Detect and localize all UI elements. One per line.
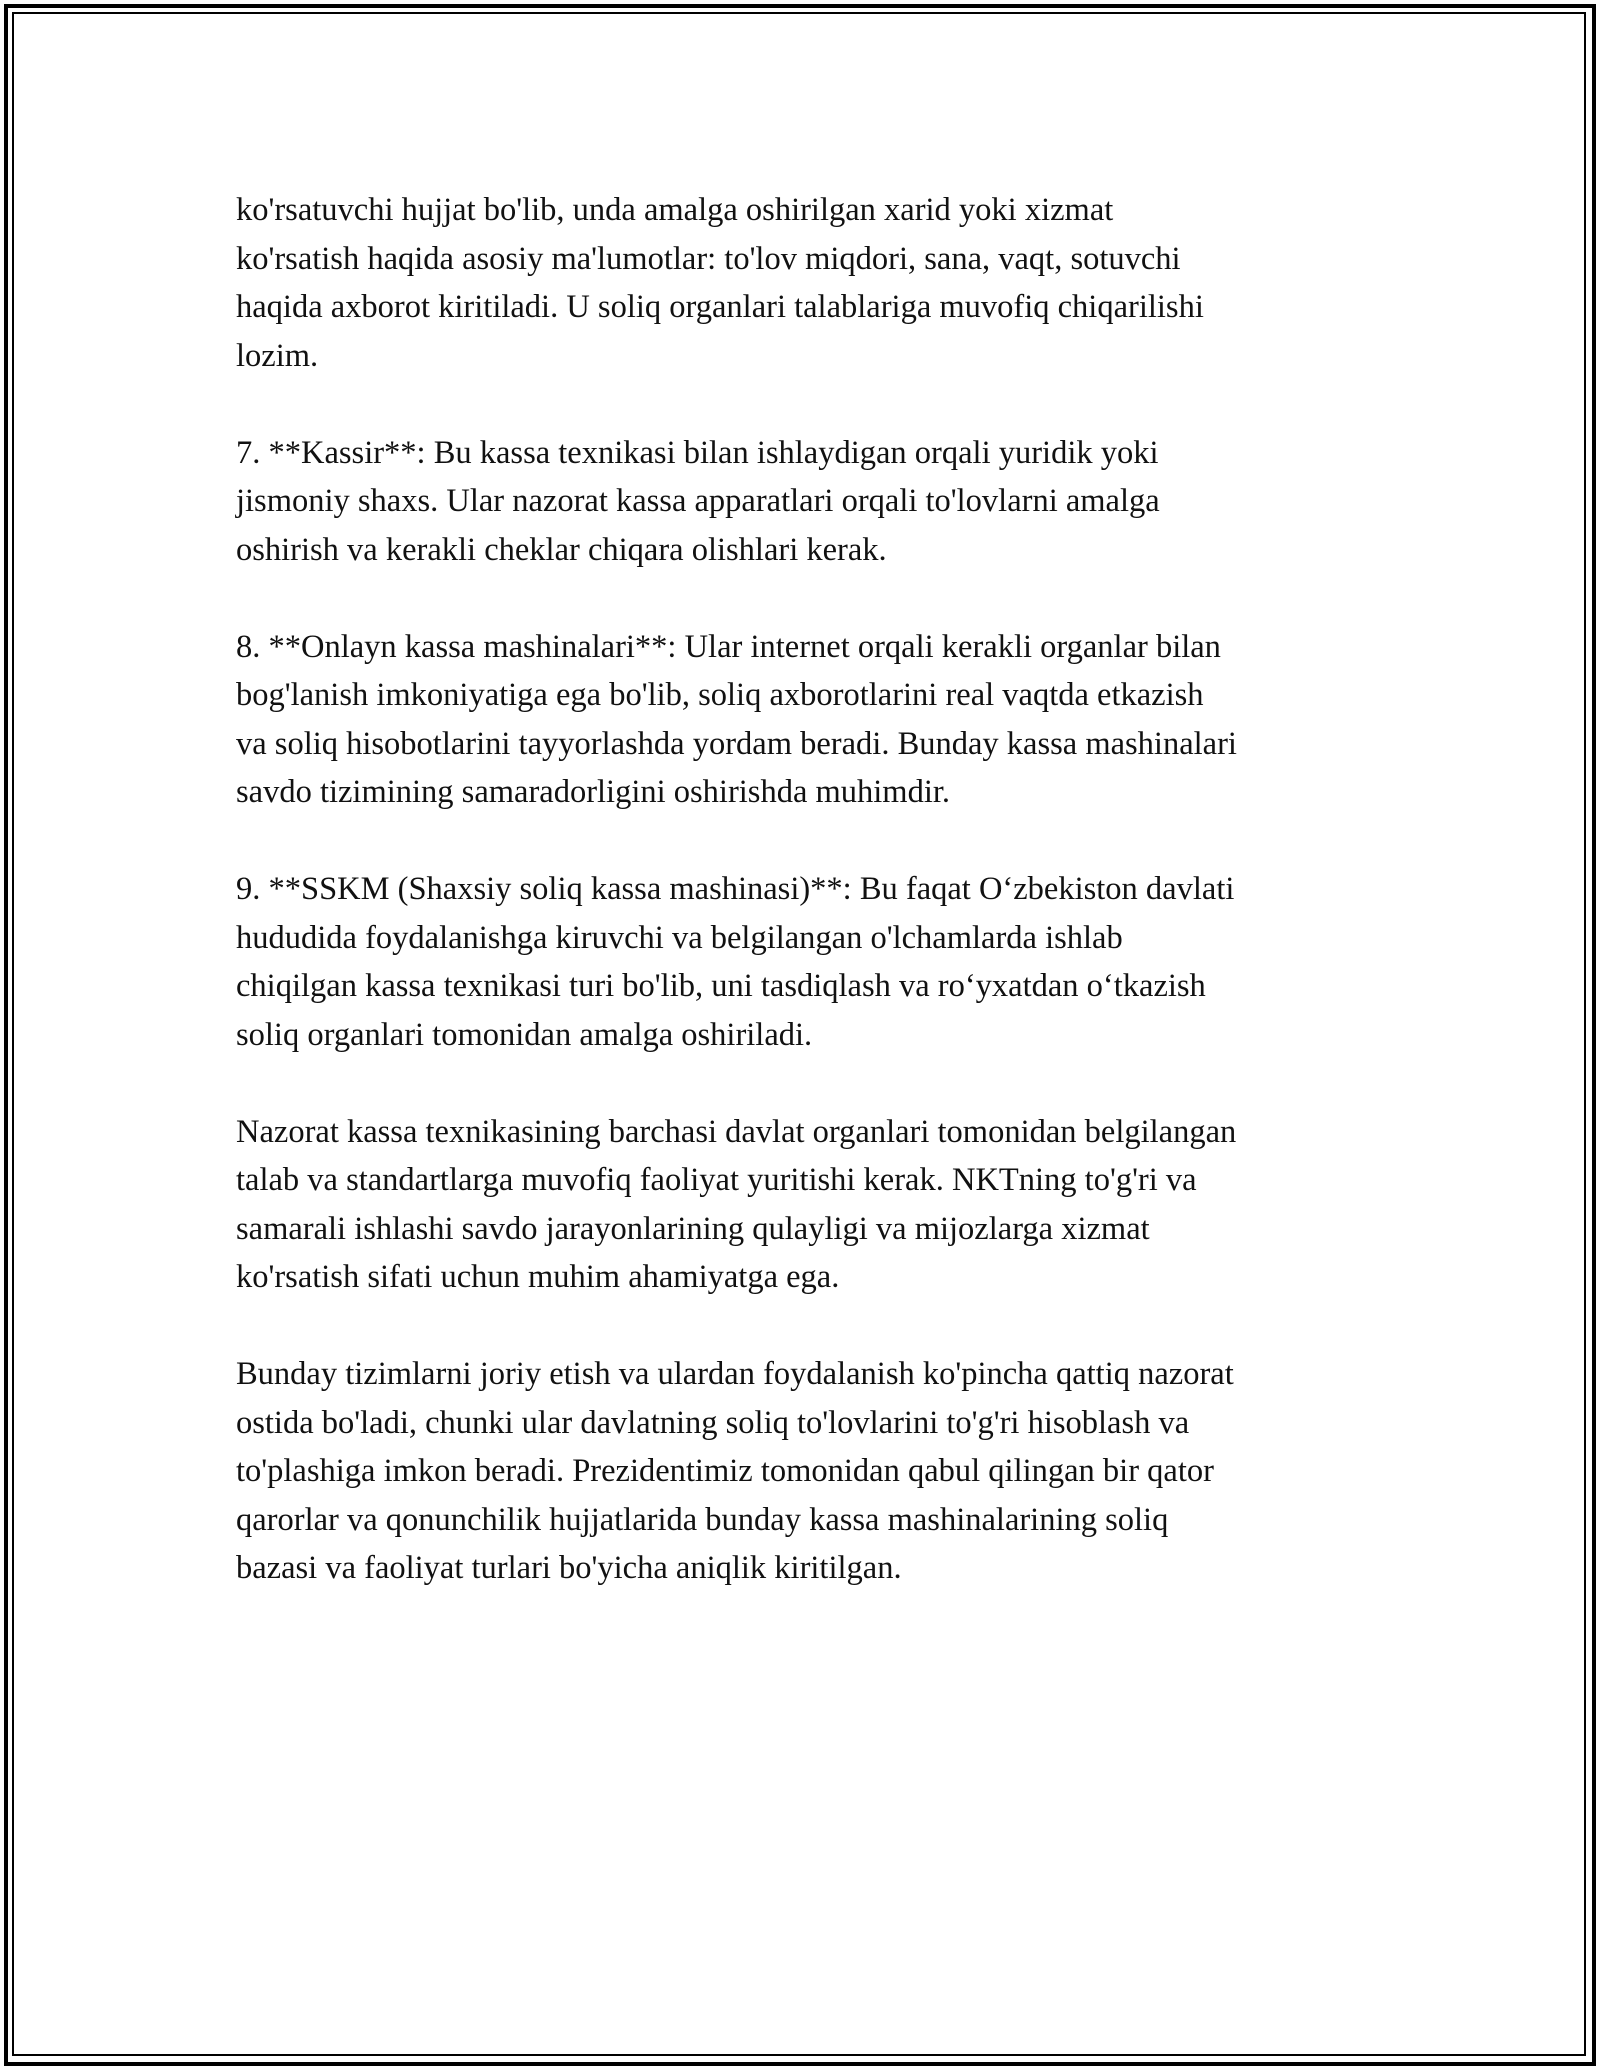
text-line: hududida foydalanishga kiruvchi va belgilangan o'lchamlarda ishlab (236, 919, 1123, 956)
text-line: ko'rsatuvchi hujjat bo'lib, unda amalga oshirilgan xarid yoki xizmat (236, 192, 1114, 228)
text-line: 9. **SSKM (Shaxsiy soliq kassa mashinasi)**: Bu faqat O‘zbekiston davlati (236, 871, 1235, 907)
text-line: samarali ishlashi savdo jarayonlarining qulayligi va mijozlarga xizmat (236, 1210, 1150, 1247)
paragraph-control-summary (236, 1350, 1406, 1593)
text-line: qarorlar va qonunchilik hujjatlarida bunday kassa mashinalarining soliq (236, 1501, 1169, 1538)
text-line: va soliq hisobotlarini tayyorlashda yordam beradi. Bunday kassa mashinalari (236, 725, 1237, 762)
text-line: Nazorat kassa texnikasining barchasi davlat organlari tomonidan belgilangan (236, 1113, 1237, 1150)
text-line: talab va standartlarga muvofiq faoliyat yuritishi kerak. NKTning to'g'ri va (236, 1162, 1197, 1198)
text-line: Bunday tizimlarni joriy etish va ulardan foydalanish ko'pincha qattiq nazorat (236, 1356, 1234, 1392)
document-body (236, 186, 1406, 1641)
text-line: lozim. (236, 337, 319, 374)
paragraph-nkt-standards (236, 1108, 1406, 1302)
text-line: soliq organlari tomonidan amalga oshiriladi. (236, 1016, 813, 1053)
text-line: ko'rsatish haqida asosiy ma'lumotlar: to'lov miqdori, sana, vaqt, sotuvchi (236, 240, 1181, 277)
list-item-7-kassir (236, 429, 1406, 575)
text-line: oshirish va kerakli cheklar chiqara olishlari kerak. (236, 531, 887, 568)
text-line: jismoniy shaxs. Ular nazorat kassa apparatlari orqali to'lovlarni amalga (236, 483, 1160, 519)
text-line: to'plashiga imkon beradi. Prezidentimiz tomonidan qabul qilingan bir qator (236, 1453, 1214, 1489)
text-line: ko'rsatish sifati uchun muhim ahamiyatga ega. (236, 1259, 840, 1295)
text-line: 7. **Kassir**: Bu kassa texnikasi bilan ishlaydigan orqali yuridik yoki (236, 434, 1159, 471)
text-line: bazasi va faoliyat turlari bo'yicha aniqlik kiritilgan. (236, 1550, 902, 1586)
text-line: ostida bo'ladi, chunki ular davlatning soliq to'lovlarini to'g'ri hisoblash va (236, 1404, 1190, 1441)
text-line: bog'lanish imkoniyatiga ega bo'lib, soliq axborotlarini real vaqtda etkazish (236, 677, 1204, 713)
text-line: savdo tizimining samaradorligini oshirishda muhimdir. (236, 774, 951, 810)
paragraph-receipt-continuation (236, 186, 1406, 380)
text-line: haqida axborot kiritiladi. U soliq organlari talablariga muvofiq chiqarilishi (236, 289, 1204, 325)
list-item-9-sskm (236, 865, 1406, 1059)
text-line: chiqilgan kassa texnikasi turi bo'lib, uni tasdiqlash va ro‘yxatdan o‘tkazish (236, 968, 1206, 1004)
list-item-8-onlayn-kassa (236, 623, 1406, 817)
text-line: 8. **Onlayn kassa mashinalari**: Ular internet orqali kerakli organlar bilan (236, 628, 1221, 665)
